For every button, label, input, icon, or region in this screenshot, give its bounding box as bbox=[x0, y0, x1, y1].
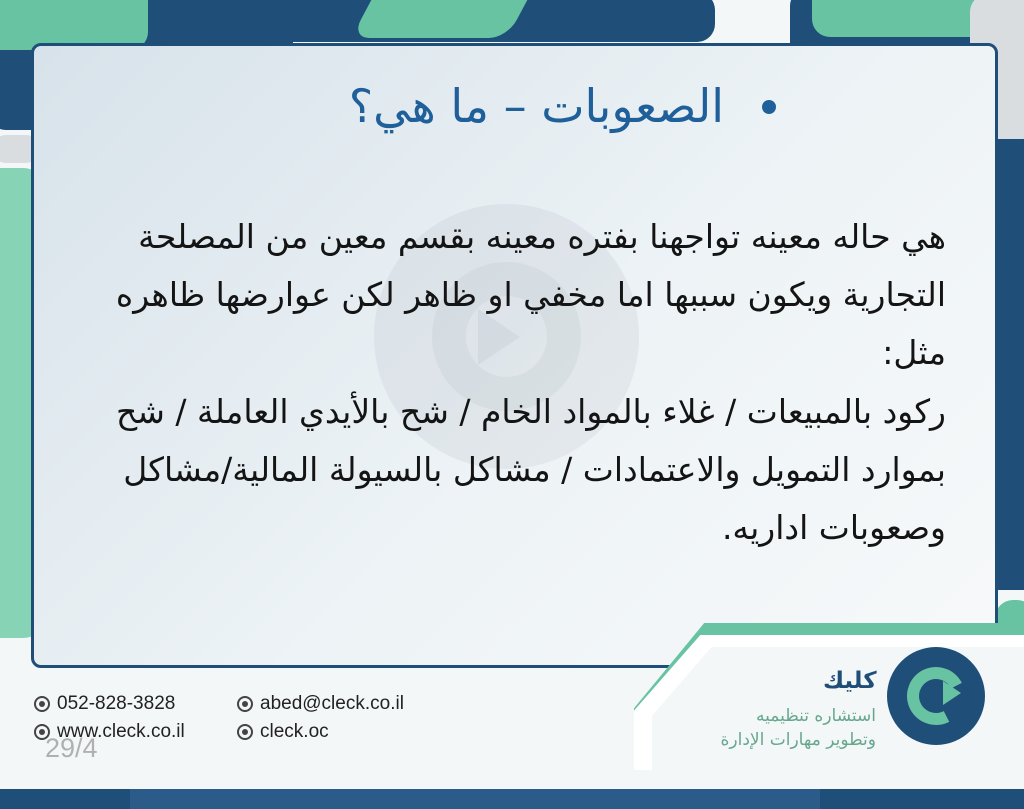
brand-subtitle-line-2: وتطوير مهارات الإدارة bbox=[720, 730, 876, 750]
email-text: abed@cleck.co.il bbox=[260, 693, 404, 714]
bottom-navy-band bbox=[0, 789, 1024, 809]
slide-title: الصعوبات – ما هي؟ bbox=[348, 79, 724, 133]
bullet-icon bbox=[762, 100, 776, 114]
slide-title-row bbox=[349, 79, 776, 134]
facebook-contact bbox=[237, 721, 329, 743]
body-paragraph-2: ركود بالمبيعات / غلاء بالمواد الخام / شح بالأيدي العاملة / شح بموارد التمويل والاعتمادات / مشاكل بالسيولة المالية/مشاكل وصعوبات اداريه. bbox=[115, 392, 946, 547]
facebook-text: cleck.oc bbox=[260, 721, 329, 742]
logo-arrow-icon bbox=[943, 681, 961, 705]
facebook-icon bbox=[237, 724, 253, 740]
website-text: www.cleck.co.il bbox=[57, 721, 185, 742]
phone-number: 052-828-3828 bbox=[57, 693, 176, 714]
email-contact bbox=[237, 693, 404, 715]
email-icon bbox=[237, 696, 253, 712]
page-number: 29/4 bbox=[45, 733, 98, 763]
body-paragraph-1: هي حاله معينه تواجهنا بفتره معينه بقسم معين من المصلحة التجارية ويكون سببها اما مخفي او ظاهر لكن عوارضها ظاهره مثل: bbox=[115, 217, 946, 372]
refresh-arrow-logo-icon bbox=[887, 647, 985, 745]
brand-name: كليك bbox=[823, 668, 877, 694]
brand-subtitle-line-1: استشاره تنظيميه bbox=[756, 706, 876, 726]
phone-contact bbox=[34, 693, 175, 715]
logo-ring bbox=[899, 659, 972, 732]
phone-icon bbox=[34, 696, 50, 712]
